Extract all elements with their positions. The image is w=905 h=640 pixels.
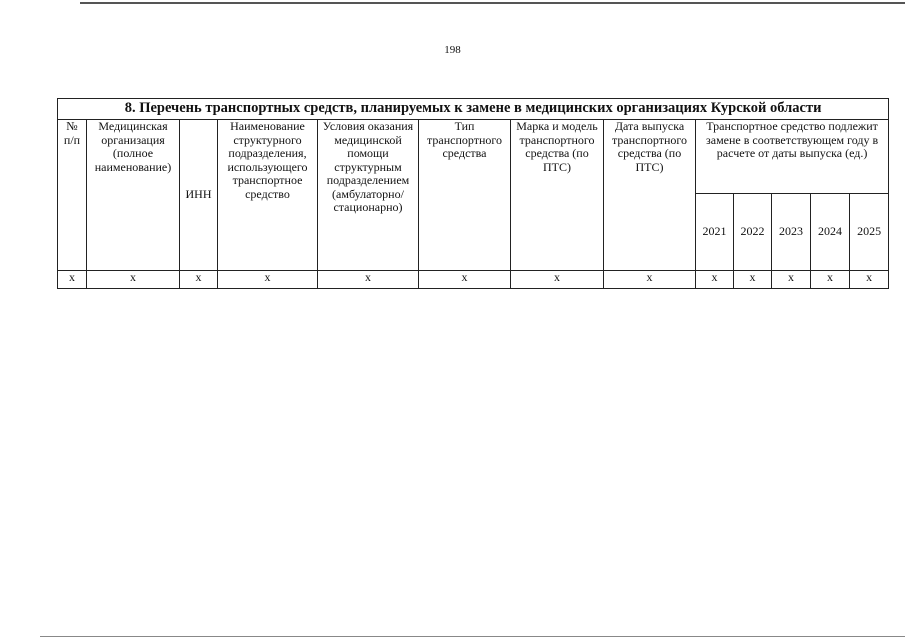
header-release-date: Дата выпуска транспортного средства (по ПТС) (604, 120, 696, 271)
page-number: 198 (444, 44, 461, 56)
scan-edge-top (80, 2, 905, 4)
header-num: № п/п (58, 120, 87, 271)
table-cell: х (87, 271, 180, 289)
header-inn: ИНН (180, 120, 218, 271)
header-care-conditions: Условия оказания медицинской помощи структурным подразделением (амбулаторно/ стационарно) (318, 120, 419, 271)
vehicle-replacement-table (57, 98, 889, 289)
table-cell: х (772, 271, 811, 289)
header-vehicle-type: Тип транспортного средства (419, 120, 511, 271)
table-cell: х (604, 271, 696, 289)
header-year: 2025 (850, 194, 889, 271)
table-cell: х (696, 271, 734, 289)
table-cell: х (218, 271, 318, 289)
header-year: 2021 (696, 194, 734, 271)
header-year: 2022 (734, 194, 772, 271)
header-organization: Медицинская организация (полное наименование) (87, 120, 180, 271)
header-structural-unit: Наименование структурного подразделения, использующего транспортное средство (218, 120, 318, 271)
table-cell: х (58, 271, 87, 289)
scan-edge-bottom (40, 636, 905, 637)
header-year: 2024 (811, 194, 850, 271)
header-vehicle-model: Марка и модель транспортного средства (по ПТС) (511, 120, 604, 271)
table-cell: х (318, 271, 419, 289)
table-title: 8. Перечень транспортных средств, планируемых к замене в медицинских организациях Курской области (58, 99, 889, 120)
table-cell: х (180, 271, 218, 289)
table-cell: х (511, 271, 604, 289)
table-cell: х (811, 271, 850, 289)
table-cell: х (734, 271, 772, 289)
header-replacement: Транспортное средство подлежит замене в соответствующем году в расчете от даты выпуска (ед.) (696, 120, 889, 194)
header-year: 2023 (772, 194, 811, 271)
table-cell: х (850, 271, 889, 289)
table-cell: х (419, 271, 511, 289)
table-row (58, 271, 889, 289)
